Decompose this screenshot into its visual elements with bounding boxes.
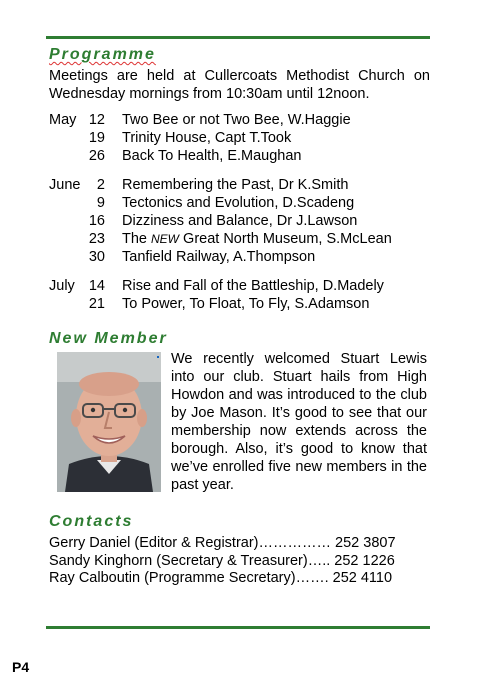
- event-text: Remembering the Past, Dr K.Smith: [122, 177, 349, 193]
- programme-intro: Meetings are held at Cullercoats Methodist Church on Wednesday mornings from 10:30am until 12noon.: [49, 68, 430, 102]
- portrait-image: [57, 352, 161, 492]
- list-item: [49, 248, 439, 266]
- day-number: 21: [88, 296, 105, 312]
- day-number: 16: [88, 213, 105, 229]
- list-item: [49, 176, 439, 194]
- list-item: [49, 212, 439, 230]
- day-number: 30: [88, 249, 105, 265]
- month-label: June: [49, 177, 81, 193]
- event-text: Tanfield Railway, A.Thompson: [122, 249, 316, 265]
- new-member-heading: New Member: [49, 330, 168, 347]
- list-item: [49, 277, 439, 295]
- contact-line: Gerry Daniel (Editor & Registrar)…………… 252 3807: [49, 535, 396, 551]
- programme-list: [49, 111, 439, 313]
- list-item: [49, 230, 439, 248]
- page-number: P4: [12, 659, 30, 675]
- member-photo: [57, 352, 161, 492]
- day-number: 14: [88, 278, 105, 294]
- list-item: [49, 194, 439, 212]
- month-label: May: [49, 112, 77, 128]
- list-item: [49, 147, 439, 165]
- event-text: Rise and Fall of the Battleship, D.Madely: [122, 278, 384, 294]
- day-number: 26: [88, 148, 105, 164]
- new-member-text: We recently welcomed Stuart Lewis into our club. Stuart hails from High Howdon and was introduced to the club by Joe Mason. It’s good to see that our membership now extends across the borough. Also, it’s good to know that we’ve enrolled five new members in the past year.: [171, 351, 427, 493]
- event-text: Two Bee or not Two Bee, W.Haggie: [122, 112, 351, 128]
- event-text: Tectonics and Evolution, D.Scadeng: [122, 195, 355, 211]
- bottom-divider: [46, 626, 430, 629]
- top-divider: [46, 36, 430, 39]
- day-number: 9: [96, 195, 105, 211]
- contact-line: Ray Calboutin (Programme Secretary)……. 252 4110: [49, 570, 393, 586]
- day-number: 23: [88, 231, 105, 247]
- day-number: 19: [88, 130, 105, 146]
- event-text: The NEW Great North Museum, S.McLean: [122, 231, 392, 247]
- programme-heading: Programme: [49, 46, 156, 63]
- event-text: Dizziness and Balance, Dr J.Lawson: [122, 213, 358, 229]
- day-number: 2: [96, 177, 105, 193]
- list-item: [49, 129, 439, 147]
- month-label: July: [49, 278, 75, 294]
- contacts-list: [49, 535, 430, 588]
- contacts-heading: Contacts: [49, 513, 134, 530]
- list-item: [49, 111, 439, 129]
- event-text: To Power, To Float, To Fly, S.Adamson: [122, 296, 370, 312]
- event-text: Back To Health, E.Maughan: [122, 148, 302, 164]
- day-number: 12: [88, 112, 105, 128]
- contact-line: Sandy Kinghorn (Secretary & Treasurer)….. 252 1226: [49, 552, 395, 569]
- event-text: Trinity House, Capt T.Took: [122, 130, 292, 146]
- decorative-dot: [157, 356, 159, 358]
- list-item: [49, 295, 439, 313]
